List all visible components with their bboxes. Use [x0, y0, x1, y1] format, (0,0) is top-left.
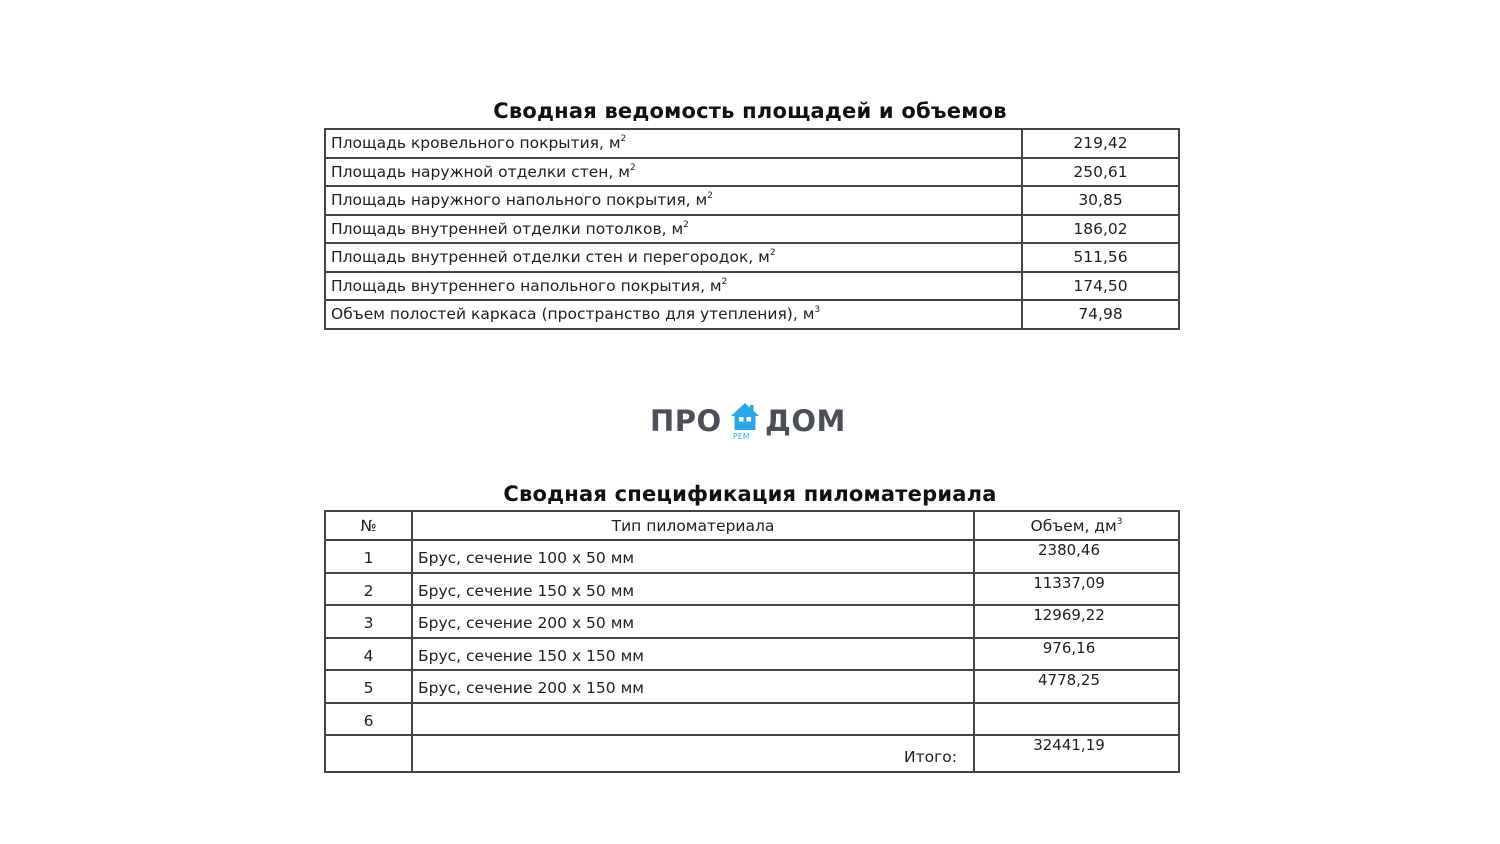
lumber-volume: 12969,22 — [974, 605, 1179, 638]
row-number: 2 — [325, 573, 412, 606]
lumber-volume: 11337,09 — [974, 573, 1179, 606]
area-label: Площадь внутренней отделки потолков, $м^2$ — [325, 215, 1022, 244]
area-label: Площадь кровельного покрытия, $м^2$ — [325, 129, 1022, 158]
area-value: 219,42 — [1022, 129, 1179, 158]
house-icon — [730, 402, 760, 432]
area-value: 174,50 — [1022, 272, 1179, 301]
table-row — [325, 703, 1179, 736]
table-row — [325, 605, 1179, 638]
spec-title: Сводная спецификация пиломатериала — [503, 482, 997, 506]
lumber-volume: 2380,46 — [974, 540, 1179, 573]
areas-title: Сводная ведомость площадей и объемов — [493, 99, 1007, 123]
table-row — [325, 272, 1179, 301]
table-row — [325, 186, 1179, 215]
row-number: 6 — [325, 703, 412, 736]
total-value: 32441,19 — [974, 735, 1179, 772]
areas-table — [324, 128, 1180, 330]
brand-logo — [650, 402, 850, 446]
table-row — [325, 129, 1179, 158]
area-value: 186,02 — [1022, 215, 1179, 244]
lumber-type: Брус, сечение 200 х 50 мм — [412, 605, 974, 638]
table-row — [325, 243, 1179, 272]
total-empty-cell — [325, 735, 412, 772]
area-label: Объем полостей каркаса (пространство для утепления), $м^3$ — [325, 300, 1022, 329]
lumber-type — [412, 703, 974, 736]
area-value: 511,56 — [1022, 243, 1179, 272]
column-header-type: Тип пиломатериала — [412, 511, 974, 540]
lumber-type: Брус, сечение 150 х 50 мм — [412, 573, 974, 606]
logo-subtext: РЕМ — [733, 432, 750, 441]
logo-text-left: ПРО — [650, 404, 722, 438]
total-label: Итого: — [412, 735, 974, 772]
table-row — [325, 215, 1179, 244]
area-label: Площадь наружной отделки стен, $м^2$ — [325, 158, 1022, 187]
area-label: Площадь наружного напольного покрытия, $м^2$ — [325, 186, 1022, 215]
logo-text-right: ДОМ — [765, 404, 846, 438]
table-row — [325, 670, 1179, 703]
column-header-volume: Объем, $дм^3$ — [974, 511, 1179, 540]
lumber-volume — [974, 703, 1179, 736]
column-header-num: № — [325, 511, 412, 540]
table-row — [325, 158, 1179, 187]
area-value: 250,61 — [1022, 158, 1179, 187]
area-value: 30,85 — [1022, 186, 1179, 215]
row-number: 3 — [325, 605, 412, 638]
area-label: Площадь внутреннего напольного покрытия, $м^2$ — [325, 272, 1022, 301]
lumber-type: Брус, сечение 150 х 150 мм — [412, 638, 974, 671]
table-row — [325, 540, 1179, 573]
lumber-volume: 4778,25 — [974, 670, 1179, 703]
lumber-type: Брус, сечение 200 х 150 мм — [412, 670, 974, 703]
area-value: 74,98 — [1022, 300, 1179, 329]
table-row — [325, 638, 1179, 671]
lumber-volume: 976,16 — [974, 638, 1179, 671]
area-label: Площадь внутренней отделки стен и перегородок, $м^2$ — [325, 243, 1022, 272]
lumber-spec-table — [324, 510, 1180, 773]
row-number: 1 — [325, 540, 412, 573]
row-number: 4 — [325, 638, 412, 671]
total-row — [325, 735, 1179, 772]
lumber-type: Брус, сечение 100 х 50 мм — [412, 540, 974, 573]
table-header-row — [325, 511, 1179, 540]
table-row — [325, 573, 1179, 606]
table-row — [325, 300, 1179, 329]
row-number: 5 — [325, 670, 412, 703]
